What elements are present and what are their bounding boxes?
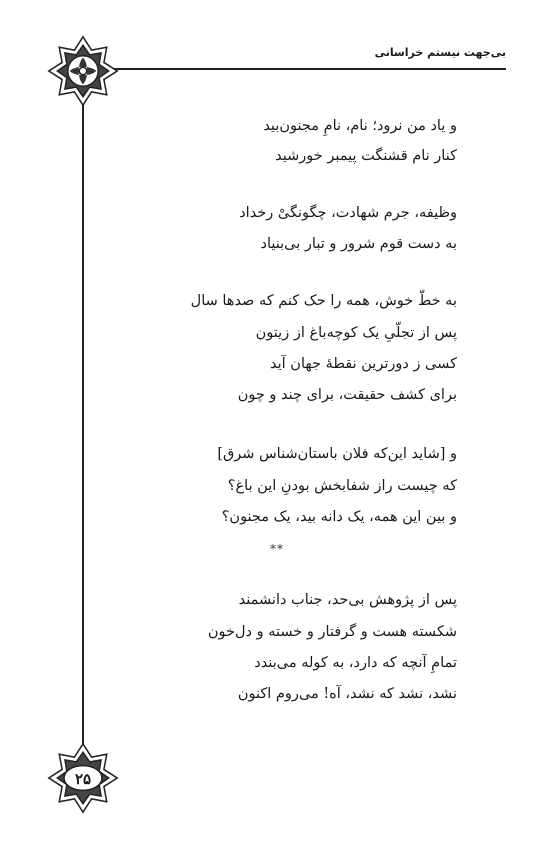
poem-line: پس از تجلّیِ یک کوچه‌باغ از زیتون bbox=[255, 325, 457, 341]
rosette-ornament-icon bbox=[45, 33, 121, 109]
poem-line: پس از پژوهش بی‌حد، جناب دانشمند bbox=[238, 592, 457, 608]
poem-line: وظیفه، جرم شهادت، چگونگیْ رخداد bbox=[239, 205, 457, 221]
section-separator: ** bbox=[270, 542, 284, 556]
header-rule bbox=[82, 68, 506, 70]
page-number: ۲۵ bbox=[74, 770, 92, 788]
poem-line: برای کشف حقیقت، برای چند و چون bbox=[237, 387, 457, 403]
poem-line: به خطّ خوش، همه را حک کنم که صدها سال bbox=[190, 293, 457, 309]
poem-line: و [شاید این‌که فلان باستان‌شناس شرق] bbox=[217, 446, 457, 462]
poem-line: تمامِ آنچه که دارد، به کوله می‌بندد bbox=[254, 655, 457, 671]
poem-line: کسی ز دورترین نقطهٔ جهان آید bbox=[270, 356, 457, 372]
poem-line: شکسته هست و گرفتار و خسته و دل‌خون bbox=[207, 624, 457, 640]
poem-line: و بین این همه، یک دانه بید، یک مجنون؟ bbox=[221, 509, 457, 525]
margin-rule bbox=[82, 70, 84, 770]
poem-line: که چیست راز شفابخش بودنِ این باغ؟ bbox=[227, 478, 457, 494]
running-header-title: بی‌جهت نیستم خراسانی bbox=[374, 46, 506, 59]
poem-line: کنار نام قشنگت پیمبر خورشید bbox=[275, 148, 457, 164]
poem-line: و یاد من نرود؛ نام، نامِ مجنون‌بید bbox=[263, 118, 457, 134]
poem-line: به دست قوم شرور و تبار بی‌بنیاد bbox=[260, 236, 457, 252]
poem-line: نشد، نشد که نشد، آه! می‌روم اکنون bbox=[237, 686, 457, 702]
